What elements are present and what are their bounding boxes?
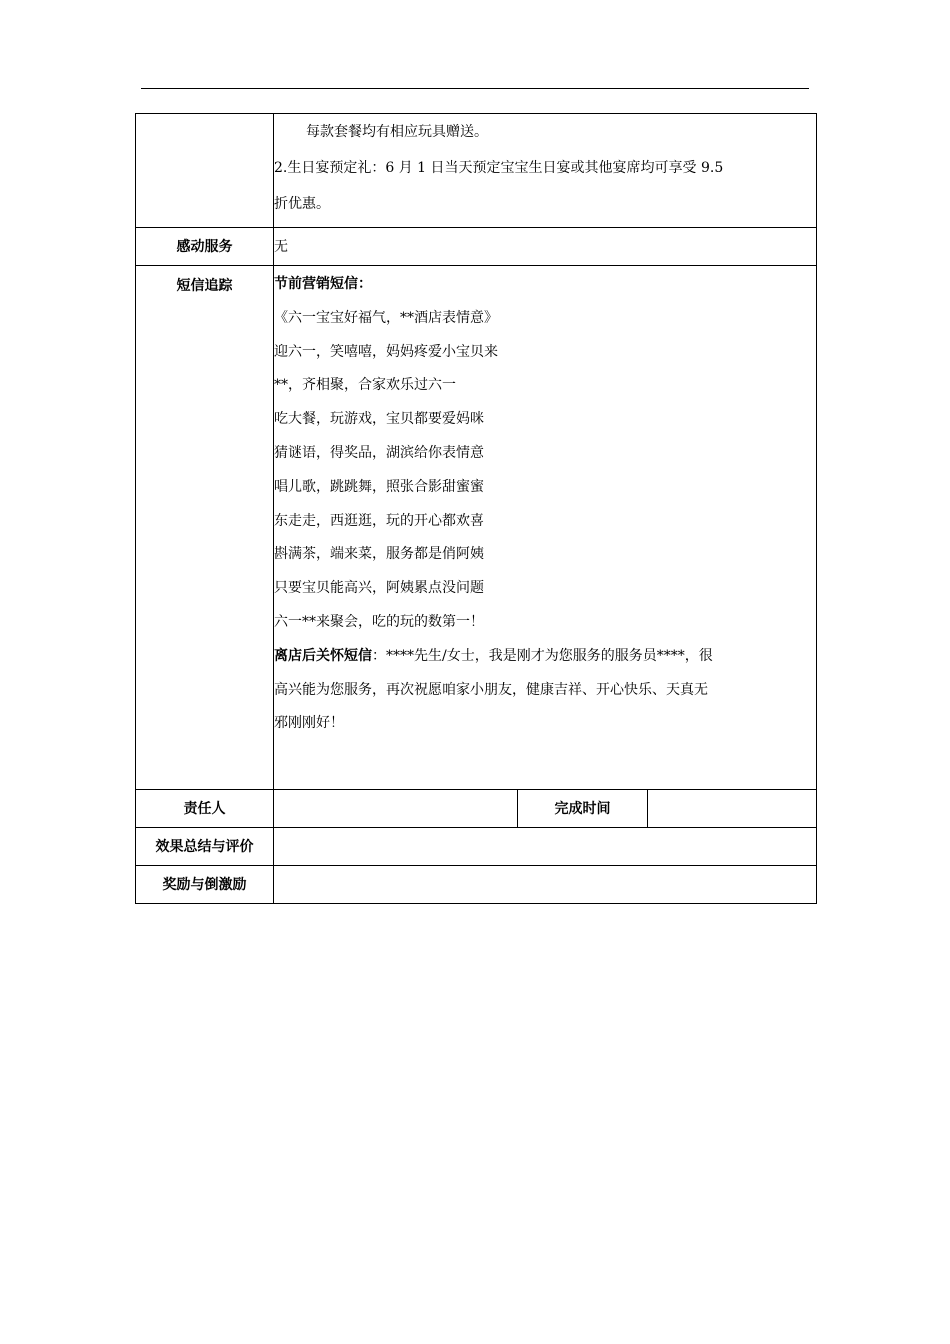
rewards-label: 奖励与倒激励: [136, 866, 274, 904]
responsible-label: 责任人: [136, 790, 274, 828]
evaluation-value: [274, 828, 817, 866]
rewards-value: [274, 866, 817, 904]
poem-line: 猜谜语，得奖品，湖滨给你表情意: [274, 444, 484, 461]
sms-label: 短信追踪: [136, 266, 274, 790]
evaluation-label: 效果总结与评价: [136, 828, 274, 866]
sms-content-cell: [274, 266, 817, 790]
poem-line: 《六一宝宝好福气，**酒店表情意》: [274, 309, 498, 326]
poem-line: 迎六一，笑嘻嘻，妈妈疼爱小宝贝来: [274, 343, 498, 360]
gift-label-cell: [136, 114, 274, 228]
activity-plan-table: [135, 113, 817, 904]
care-sms-line-1: [274, 640, 816, 674]
header-rule: [141, 88, 809, 89]
poem-line: **，齐相聚，合家欢乐过六一: [274, 377, 456, 394]
evaluation-row: [136, 828, 817, 866]
poem-line: 东走走，西逛逛，玩的开心都欢喜: [274, 512, 484, 529]
rewards-row: [136, 866, 817, 904]
care-sms-line-3: 邪刚刚好！: [274, 715, 344, 732]
care-sms-title: 离店后关怀短信: [274, 647, 372, 664]
touching-service-row: [136, 228, 817, 266]
gift-line-2: 2.生日宴预定礼：6 月 1 日当天预定宝宝生日宴或其他宴席均可享受 9.5: [274, 160, 724, 176]
care-sms-line-2: 高兴能为您服务，再次祝愿咱家小朋友，健康吉祥、开心快乐、天真无: [274, 681, 708, 698]
poem-line: 只要宝贝能高兴，阿姨累点没问题: [274, 580, 484, 597]
sms-row: [136, 266, 817, 790]
touching-service-label: 感动服务: [136, 228, 274, 266]
gift-line-3: 折优惠。: [274, 196, 330, 212]
care-sms-text: ：****先生/女士，我是刚才为您服务的服务员****，很: [372, 647, 713, 664]
completion-time-value: [648, 790, 817, 828]
gift-line-1: 每款套餐均有相应玩具赠送。: [306, 124, 488, 140]
pre-holiday-sms-title: 节前营销短信：: [274, 276, 372, 292]
poem-line: 唱儿歌，跳跳舞，照张合影甜蜜蜜: [274, 478, 484, 495]
gift-row: [136, 114, 817, 228]
gift-content-cell: [274, 114, 817, 228]
touching-service-value: 无: [274, 228, 817, 266]
poem-line: 六一**来聚会，吃的玩的数第一！: [274, 613, 484, 630]
responsible-row: [136, 790, 817, 828]
responsible-value: [274, 790, 518, 828]
completion-time-label: 完成时间: [518, 790, 648, 828]
poem-line: 斟满茶，端来菜，服务都是俏阿姨: [274, 546, 484, 563]
poem-line: 吃大餐，玩游戏，宝贝都要爱妈咪: [274, 411, 484, 428]
